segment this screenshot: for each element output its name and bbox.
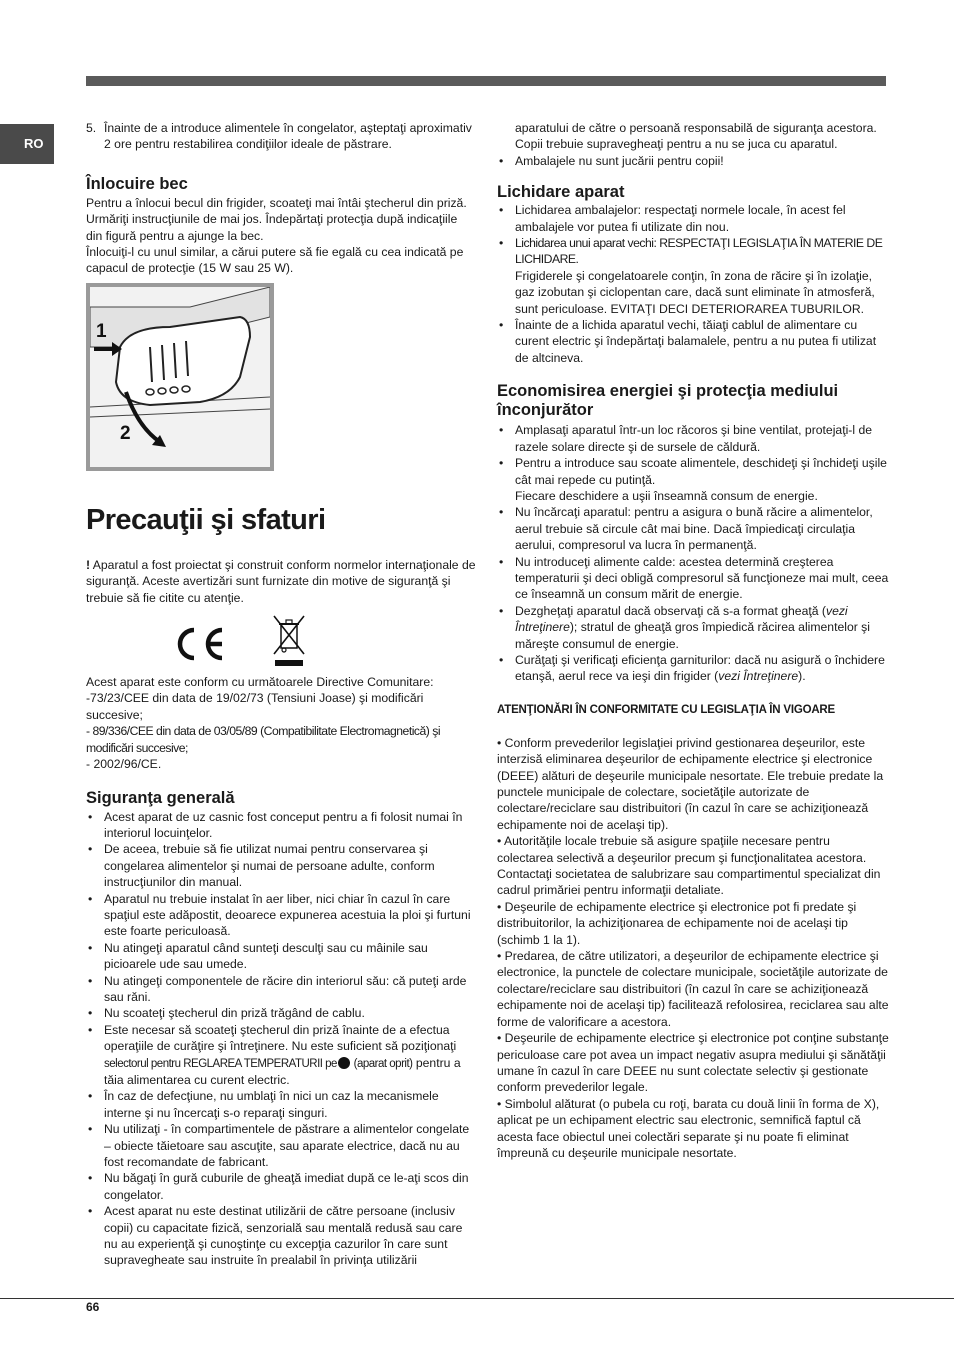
page-number: 66 [86,1300,100,1314]
weee-paragraph: • Autorităţile locale trebuie să asigure spaţiile necesare pentru colectarea selectivă a deşeurilor precum şi funcţionalitatea acestora. Contactaţi societatea de salubrizare sau compartimentul specializat din cadrul primăriei pentru informaţii detaliate. [497,834,881,898]
bulb-paragraph-2: Înlocuiţi-l cu unul similar, a cărui putere să fie egală cu cea indicată pe capacul de protecţie (15 W sau 25 W). [86,245,464,276]
list-item: • Acest aparat nu este destinat utilizării de către persoane (inclusiv copii) cu capacitate fizică, senzorială sau mentală redusă sau care nu au experienţă şi cunoştinţe cu excepţia cazurilor în care sunt supravegheate sau instruite în prealabil în privinţa utilizării [86,1203,476,1269]
weee-paragraph: • Deşeurile de echipamente electrice şi electronice pot conţine substanţe periculoase care pot avea un impact negativ asupra mediului şi sănătăţii umane în cazul în care DEEE nu sunt colectate selectiv şi gestionate conform prevederilor legale. [497,1031,889,1095]
maintenance-reference: vezi Întreţinere [718,669,799,684]
list-item: • Nu utilizaţi - în compartimentele de păstrare a alimentelor congelate – obiecte tăietoare sau ascuţite, sau aparate electrice, dacă nu au fost recomandate de fabricant. [86,1121,476,1170]
bulb-paragraph-1: Pentru a înlocui becul din frigider, scoateţi mai întâi ştecherul din priză. Urmăriţi instrucţiunile de mai jos. Îndepărtaţi protecţia după indicaţiile din figură pentru a ajunge la bec. [86,195,467,243]
list-item: • Ambalajele nu sunt jucării pentru copii! [497,153,889,169]
weee-paragraph: • Deşeurile de echipamente electrice şi electronice pot fi predate şi distribuitorilor, la achiziţionarea de echipamente noi de acelaşi tip (schimb 1 la 1). [497,899,857,947]
crossed-bin-icon [272,614,306,668]
maintenance-reference: vezi Întreţinere [515,603,848,635]
compliance-logos [86,614,476,674]
list-item: • În caz de defecţiune, nu umblaţi în nici un caz la mecanismele interne şi nu încercaţi s-o reparaţi singuri. [86,1088,476,1121]
weee-paragraph: • Conform prevederilor legislaţiei privind gestionarea deşeurilor, este interzisă eliminarea deşeurilor de echipamente electrice şi electronice (DEEE) alături de deşeurile municipale nesortate. Ele trebuie predate la punctele municipale de colectare, societăţile autorizate de colectare/reciclare sau distribuitori (în cazul în care se achiziţionează echipamente noi de acelaşi tip). [497,735,884,832]
intro-paragraph: ! Aparatul a fost proiectat şi construit conform normelor internaţionale de siguranţă. Aceste avertizări sunt furnizate din motive de siguranţă şi trebuie să fie citite cu atenţie. [86,557,476,605]
warning-mark: ! [86,557,91,572]
language-tab: RO [0,124,54,164]
bulb-cover-illustration [90,287,270,467]
list-item: • Aparatul nu trebuie instalat în aer liber, nici chiar în cazul în care spaţiul este adăpostit, deoarece expunerea acestuia la ploi şi furtuni este foarte periculoasă. [86,891,476,940]
list-item: • Dezgheţaţi aparatul dacă observaţi că s-a format gheaţă (vezi Întreţinere); stratul de gheaţă gros împiedică răcirea alimentelor şi măreşte consumul de energie. [497,603,889,652]
list-item: • Înainte de a lichida aparatul vechi, tăiaţi cablul de alimentare cu curent electric şi îndepărtaţi balamalele, pentru a nu putea fi utilizat de altcineva. [497,317,889,366]
disposal-heading: Lichidare aparat [497,183,625,202]
page-title: Precauţii şi sfaturi [86,503,326,536]
bulb-heading: Înlocuire bec [86,174,188,193]
off-position-icon [338,1057,350,1069]
directive-line-2: -73/23/CEE din data de 19/02/73 (Tensiuni Joase) şi modificări succesive; [86,691,424,722]
weee-section [497,735,889,1162]
list-item: • Lichidarea ambalajelor: respectaţi normele locale, în acest fel ambalajele vor putea fi utilizate din nou. [497,202,889,235]
safety-heading: Siguranţa generală [86,788,235,807]
weee-paragraph: • Predarea, de către utilizatori, a deşeurilor de echipamente electrice şi electronice, la punctele de colectare municipale, societăţile autorizate de colectare/reciclare sau distribuitori (în cazul în care se achiziţionează echipamente noi de acelaşi tip) facilitează refolosirea, reciclarea sau alte forme de valorificare a acestora. [497,949,889,1029]
directive-line-3: - 89/336/CEE din data de 03/05/89 (Compatibilitate Electromagnetică) şi modificări succesive; [86,724,441,755]
list-item: • Nu scoateţi ştecherul din priză trăgând de cablu. [86,1005,476,1021]
list-item: • Curăţaţi şi verificaţi eficienţa garniturilor: dacă nu asigură o închidere etanşă, aerul rece va ieşi din frigider (vezi Întreţinere). [497,652,889,685]
packaging-list [497,153,889,169]
list-item: • Nu introduceţi alimente calde: acestea determină creşterea temperaturii şi deci obligă compresorul să funcţioneze mai mult, ceea ce înseamnă un consum mărit de energie. [497,554,889,603]
list-item: • Amplasaţi aparatul într-un loc răcoros şi bine ventilat, protejaţi-l de razele solare directe şi de sursele de căldură. [497,422,889,455]
footer-rule [0,1298,954,1299]
right-column [497,120,889,1161]
disposal-list [497,202,889,366]
energy-list [497,422,889,685]
bulb-replacement-figure [86,283,274,471]
ce-mark-icon [174,626,226,662]
energy-heading: Economisirea energiei şi protecţia mediului înconjurător [497,382,839,420]
left-column [86,120,476,1269]
list-item: • Pentru a introduce sau scoate alimentele, deschideţi şi închideţi uşile cât mai repede cu putinţă. Fiecare deschidere a uşii înseamnă consum de energie. [497,455,889,504]
continued-text: aparatului de către o persoană responsabilă de siguranţa acestora. Copii trebuie supravegheaţi pentru a nu se juca cu aparatul. [515,121,877,152]
list-item: • De aceea, trebuie să fie utilizat numai pentru conservarea şi congelarea alimentelor şi numai de persoane adulte, conform instrucţiunilor din manual. [86,841,476,890]
weee-paragraph: • Simbolul alăturat (o pubela cu roţi, barata cu două linii în forma de X), aplicat pe un echipament electric sau electronic, semnifică faptul că acesta face obiectul unei colectări separate şi nu poate fi eliminat împreună cu deşeurile municipale nesortate. [497,1096,880,1160]
figure-step-1-label: 1 [96,320,107,342]
directive-line-4: - 2002/96/CE. [86,757,162,772]
step-5: 5. Înainte de a introduce alimentele în congelator, aşteptaţi aproximativ 2 ore pentru restabilirea condiţiilor ideale de păstrare. [86,121,472,152]
list-item: • Acest aparat de uz casnic fost conceput pentru a fi folosit numai în interiorul locuinţelor. [86,809,476,842]
figure-step-2-label: 2 [120,422,131,444]
list-item: • Nu atingeţi aparatul când sunteţi desculţi sau cu mâinile sau picioarele ude sau umede. [86,940,476,973]
list-item: • Nu încărcaţi aparatul: pentru a asigura o bună răcire a alimentelor, aerul trebuie să circule cât mai bine. Dacă împiedicaţi circulaţia aerului, compresorul va lucra în permanenţă. [497,504,889,553]
list-item: • Nu atingeţi componentele de răcire din interiorul său: că puteţi arde sau răni. [86,973,476,1006]
list-item: • Nu băgaţi în gură cuburile de gheaţă imediat după ce le-aţi scos din congelator. [86,1170,476,1203]
list-item: • Este necesar să scoateţi ştecherul din priză înainte de a efectua operaţiile de curăţire şi întreţinere. Nu este suficient să poziţionaţi selectorul pentru REGLAREA TEMPERATURII pe (aparat oprit) pentru a tăia alimentarea cu curent electric. [86,1022,476,1089]
directive-line-1: Acest aparat este conform cu următoarele Directive Comunitare: [86,675,434,690]
legal-warnings-heading: ATENŢIONĂRI ÎN CONFORMITATE CU LEGISLAŢIA ÎN VIGOARE [497,703,835,716]
header-bar [86,76,886,86]
list-item: • Lichidarea unui aparat vechi: RESPECTAŢI LEGISLAŢIA ÎN MATERIE DE LICHIDARE. Frigiderele şi congelatoarele conţin, în zona de răcire şi în izolaţie, gaz izobutan şi ciclopentan care, dacă sunt eliminate în atmosferă, sunt periculoase. EVITAŢI DECI DETERIORAREA TUBURILOR. [497,235,889,317]
safety-list [86,809,476,1269]
